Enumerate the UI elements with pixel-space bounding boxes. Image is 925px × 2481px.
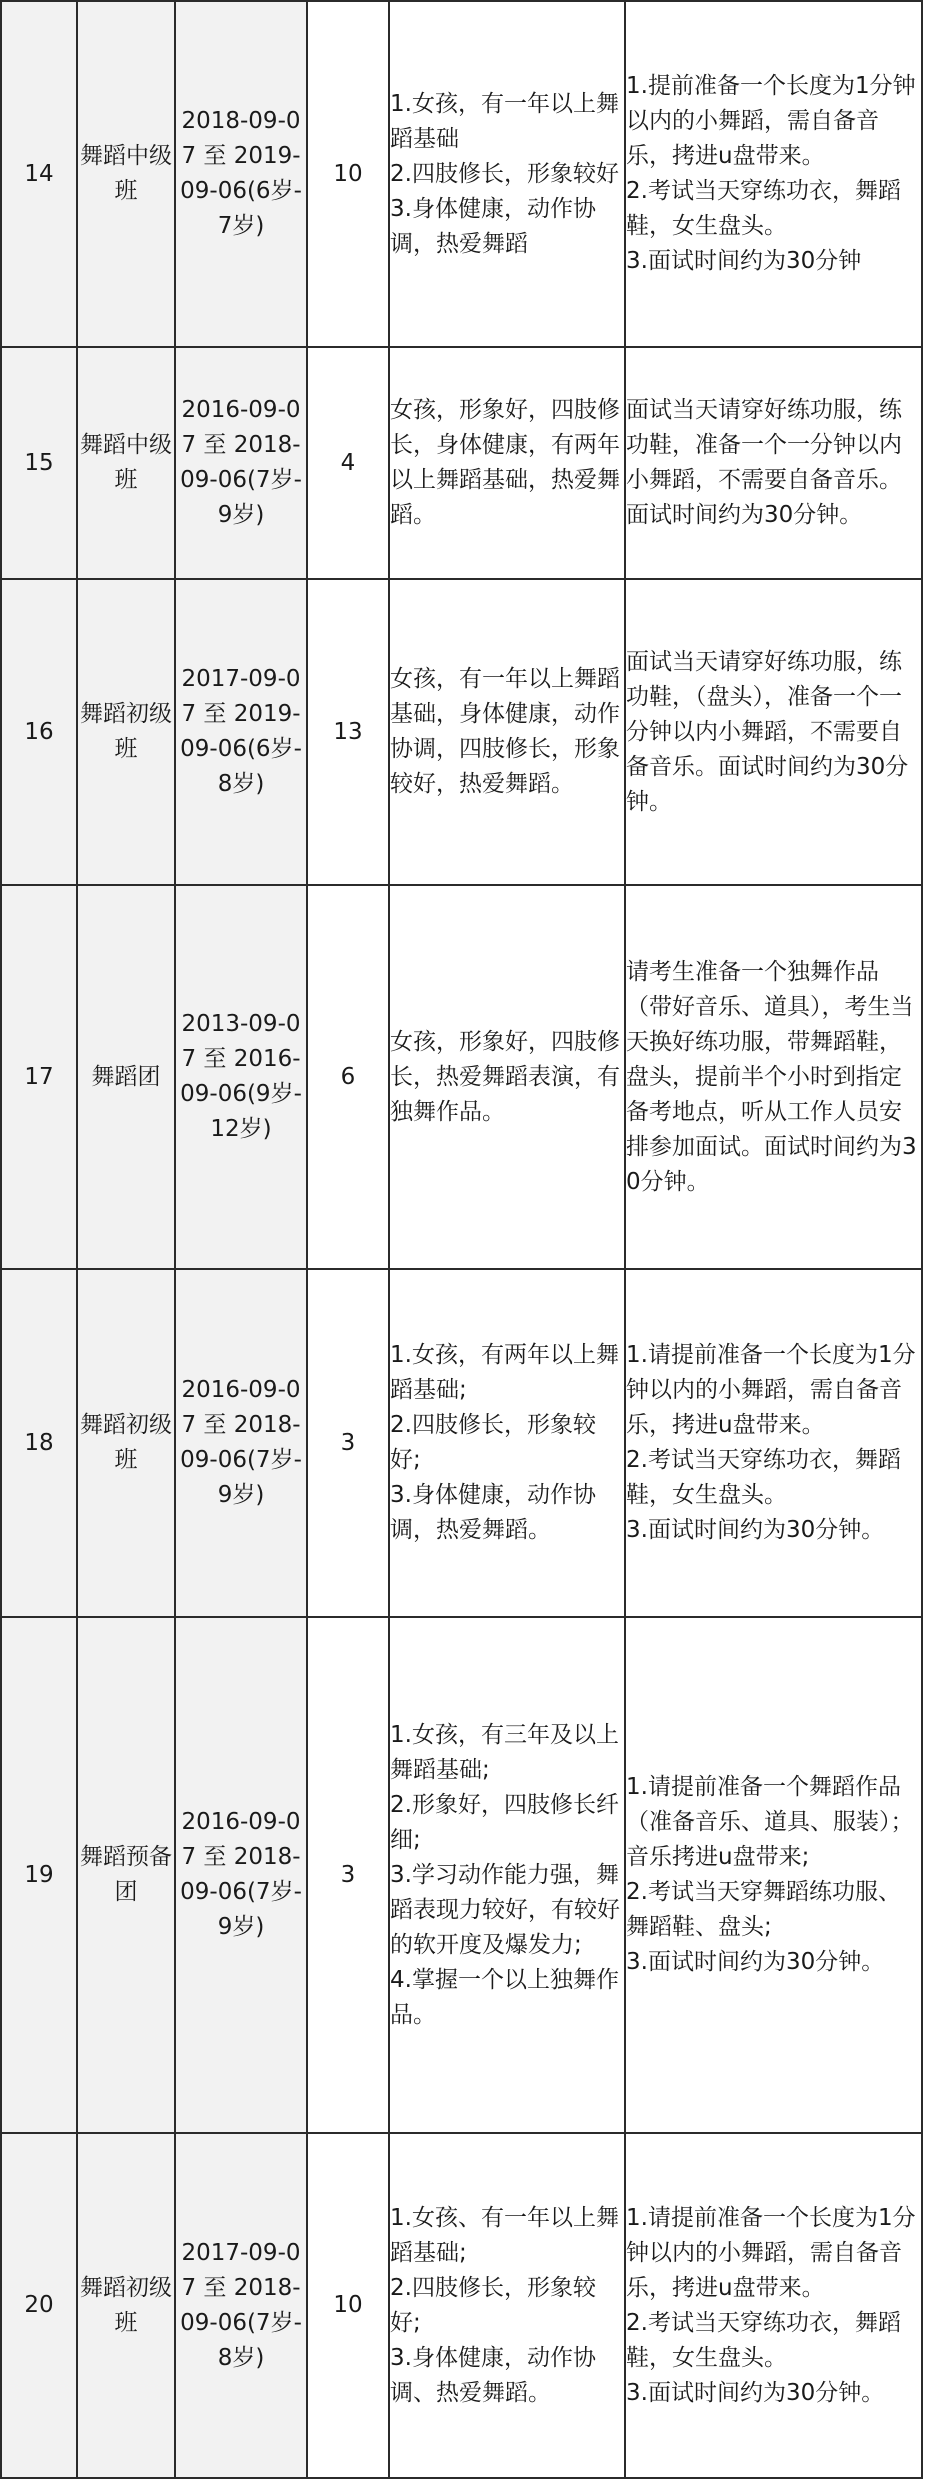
notes-cell [625, 885, 922, 1269]
class-name-cell [77, 1, 175, 347]
enroll-count-cell [307, 579, 389, 885]
class-name-cell [77, 1617, 175, 2133]
row-number: 17 [24, 1063, 54, 1090]
notes-text: 1.提前准备一个长度为1分钟以内的小舞蹈，需自备音乐，拷进u盘带来。 2.考试当天穿练功衣，舞蹈鞋，女生盘头。 3.面试时间约为30分钟 [626, 73, 916, 274]
class-name-cell [77, 347, 175, 579]
row-number: 19 [24, 1861, 54, 1888]
birth-range: 2018-09-07 至 2019-09-06(6岁-7岁) [180, 108, 302, 239]
row-number: 18 [24, 1429, 54, 1456]
notes-text: 请考生准备一个独舞作品（带好音乐、道具），考生当天换好练功服，带舞蹈鞋，盘头，提前半个小时到指定备考地点，听从工作人员安排参加面试。面试时间约为30分钟。 [626, 958, 917, 1195]
class-name-cell [77, 1269, 175, 1617]
row-number: 16 [24, 718, 54, 745]
requirements-cell [389, 2133, 625, 2478]
notes-text: 面试当天请穿好练功服，练功鞋，准备一个一分钟以内小舞蹈，不需要自备音乐。面试时间约为30分钟。 [626, 397, 902, 528]
enroll-count-cell [307, 1, 389, 347]
class-name: 舞蹈中级班 [80, 432, 172, 493]
class-name-cell [77, 2133, 175, 2478]
row-number: 15 [24, 449, 54, 476]
birth-range-cell [175, 1617, 307, 2133]
enroll-count-cell [307, 347, 389, 579]
enroll-count: 6 [340, 1063, 356, 1090]
table-row [1, 347, 922, 579]
requirements-cell [389, 1, 625, 347]
notes-cell [625, 347, 922, 579]
row-number-cell [1, 1269, 77, 1617]
class-name: 舞蹈初级班 [80, 701, 172, 762]
enroll-count-cell [307, 1269, 389, 1617]
notes-text: 面试当天请穿好练功服，练功鞋，（盘头），准备一个一分钟以内小舞蹈，不需要自备音乐。面试时间约为30分钟。 [626, 648, 909, 815]
enroll-count: 10 [333, 2292, 363, 2318]
table-row [1, 1617, 922, 2133]
notes-cell [625, 1, 922, 347]
enroll-count-cell [307, 885, 389, 1269]
birth-range: 2016-09-07 至 2018-09-06(7岁-9岁) [180, 1809, 302, 1940]
birth-range: 2016-09-07 至 2018-09-06(7岁-9岁) [180, 397, 302, 528]
birth-range-cell [175, 2133, 307, 2478]
notes-cell [625, 1617, 922, 2133]
requirements-text: 女孩，形象好，四肢修长，热爱舞蹈表演，有独舞作品。 [390, 1028, 620, 1125]
requirements-text: 1.女孩、有一年以上舞蹈基础; 2.四肢修长，形象较好; 3.身体健康，动作协调、热爱舞蹈。 [390, 2204, 619, 2406]
birth-range-cell [175, 1269, 307, 1617]
row-number-cell [1, 347, 77, 579]
birth-range: 2017-09-07 至 2018-09-06(7岁-8岁) [180, 2239, 302, 2371]
requirements-text: 1.女孩，有一年以上舞蹈基础 2.四肢修长，形象较好 3.身体健康，动作协调，热爱舞蹈 [390, 90, 619, 257]
row-number: 14 [24, 160, 54, 187]
enroll-count-cell [307, 2133, 389, 2478]
notes-cell [625, 579, 922, 885]
notes-text: 1.请提前准备一个舞蹈作品（准备音乐、道具、服装）；音乐拷进u盘带来; 2.考试当天穿舞蹈练功服、舞蹈鞋、盘头; 3.面试时间约为30分钟。 [626, 1774, 914, 1975]
table-row [1, 579, 922, 885]
enroll-count-cell [307, 1617, 389, 2133]
enroll-count: 3 [340, 1429, 356, 1456]
requirements-cell [389, 579, 625, 885]
birth-range-cell [175, 1, 307, 347]
class-name: 舞蹈中级班 [80, 143, 172, 204]
birth-range: 2017-09-07 至 2019-09-06(6岁-8岁) [180, 666, 302, 797]
table-row [1, 1, 922, 347]
class-name-cell [77, 885, 175, 1269]
requirements-cell [389, 1617, 625, 2133]
row-number: 20 [24, 2292, 54, 2318]
notes-text: 1.请提前准备一个长度为1分钟以内的小舞蹈，需自备音乐，拷进u盘带来。 2.考试当天穿练功衣，舞蹈鞋，女生盘头。 3.面试时间约为30分钟。 [626, 2204, 916, 2406]
requirements-cell [389, 347, 625, 579]
birth-range: 2013-09-07 至 2016-09-06(9岁-12岁) [180, 1011, 302, 1142]
class-name: 舞蹈预备团 [80, 1844, 172, 1905]
class-name-cell [77, 579, 175, 885]
birth-range-cell [175, 347, 307, 579]
notes-text: 1.请提前准备一个长度为1分钟以内的小舞蹈，需自备音乐，拷进u盘带来。 2.考试当天穿练功衣，舞蹈鞋，女生盘头。 3.面试时间约为30分钟。 [626, 1342, 916, 1543]
birth-range-cell [175, 579, 307, 885]
enroll-count: 4 [340, 449, 356, 476]
table-row [1, 885, 922, 1269]
notes-cell [625, 2133, 922, 2478]
table-row [1, 2133, 922, 2478]
requirements-text: 女孩，有一年以上舞蹈基础，身体健康，动作协调，四肢修长，形象较好，热爱舞蹈。 [390, 666, 620, 797]
class-name: 舞蹈初级班 [80, 2274, 172, 2336]
row-number-cell [1, 885, 77, 1269]
enroll-count: 13 [333, 718, 363, 745]
birth-range: 2016-09-07 至 2018-09-06(7岁-9岁) [180, 1377, 302, 1508]
requirements-text: 1.女孩，有两年以上舞蹈基础; 2.四肢修长，形象较好; 3.身体健康，动作协调，热爱舞蹈。 [390, 1342, 619, 1543]
class-name: 舞蹈初级班 [80, 1412, 172, 1473]
class-name: 舞蹈团 [91, 1063, 161, 1090]
enroll-count: 10 [333, 160, 363, 187]
row-number-cell [1, 2133, 77, 2478]
requirements-cell [389, 1269, 625, 1617]
requirements-text: 女孩，形象好，四肢修长，身体健康，有两年以上舞蹈基础，热爱舞蹈。 [390, 397, 620, 528]
row-number-cell [1, 1617, 77, 2133]
birth-range-cell [175, 885, 307, 1269]
requirements-text: 1.女孩，有三年及以上舞蹈基础; 2.形象好，四肢修长纤细; 3.学习动作能力强，舞蹈表现力较好，有较好的软开度及爆发力; 4.掌握一个以上独舞作品。 [390, 1721, 620, 2028]
row-number-cell [1, 579, 77, 885]
requirements-cell [389, 885, 625, 1269]
table-row [1, 1269, 922, 1617]
notes-cell [625, 1269, 922, 1617]
enroll-count: 3 [340, 1861, 356, 1888]
row-number-cell [1, 1, 77, 347]
